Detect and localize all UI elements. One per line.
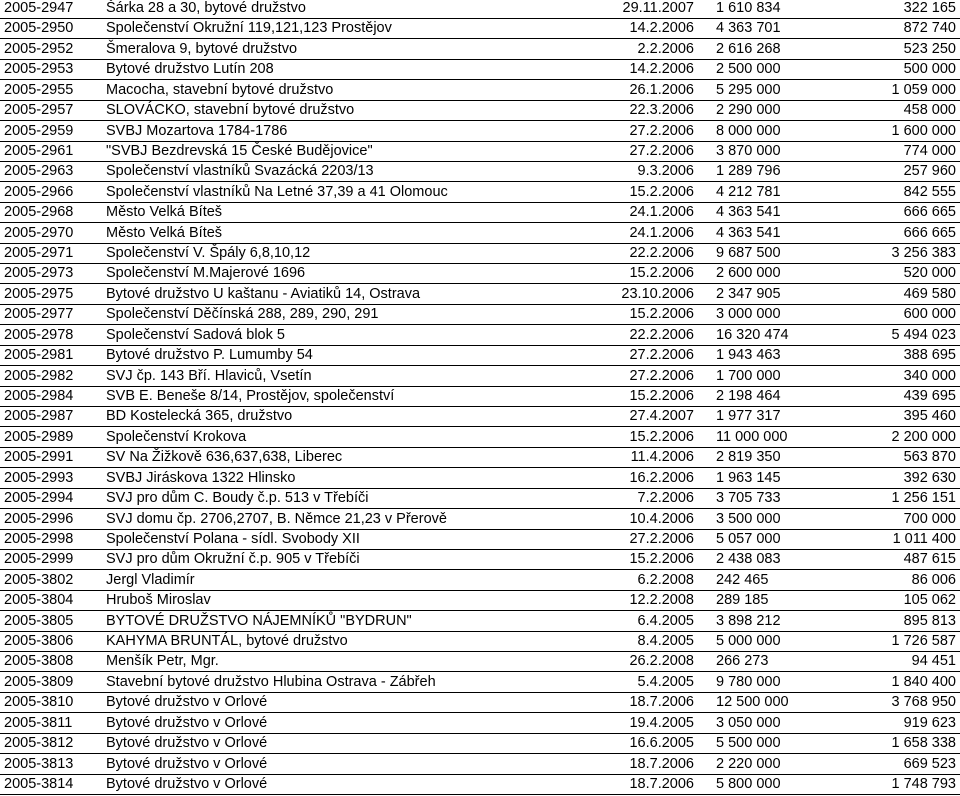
- row-subsidy: 600 000: [903, 306, 956, 323]
- row-amount: 11 000 000: [716, 428, 788, 445]
- row-id: 2005-2998: [4, 530, 74, 547]
- row-id: 2005-2961: [4, 142, 74, 159]
- row-id: 2005-2994: [4, 490, 74, 507]
- table-row: [0, 17, 960, 39]
- row-id: 2005-2993: [4, 469, 74, 486]
- table-row: [0, 589, 960, 611]
- table-row: [0, 753, 960, 775]
- row-subsidy: 458 000: [903, 102, 956, 119]
- row-id: 2005-2987: [4, 408, 74, 425]
- row-name: SV Na Žižkově 636,637,638, Liberec: [106, 449, 343, 466]
- row-date: 15.2.2006: [629, 551, 694, 568]
- row-subsidy: 1 748 793: [891, 775, 956, 792]
- row-amount: 3 898 212: [716, 612, 781, 629]
- row-date: 26.1.2006: [629, 81, 694, 98]
- row-amount: 12 500 000: [716, 694, 789, 711]
- row-subsidy: 2 200 000: [891, 428, 956, 445]
- row-name: Bytové družstvo Lutín 208: [106, 61, 274, 78]
- row-id: 2005-2950: [4, 20, 74, 37]
- table-row: [0, 446, 960, 468]
- row-date: 6.2.2008: [637, 571, 694, 588]
- row-name: Společenství V. Špály 6,8,10,12: [106, 245, 311, 262]
- table-row: [0, 160, 960, 182]
- row-date: 27.2.2006: [629, 142, 694, 159]
- row-date: 27.2.2006: [629, 530, 694, 547]
- row-date: 2.2.2006: [637, 40, 694, 57]
- row-subsidy: 500 000: [903, 61, 956, 78]
- row-subsidy: 1 059 000: [891, 81, 956, 98]
- row-amount: 5 057 000: [716, 530, 781, 547]
- table-row: [0, 691, 960, 713]
- row-id: 2005-2982: [4, 367, 74, 384]
- row-date: 15.2.2006: [629, 428, 694, 445]
- row-name: SVJ pro dům C. Boudy č.p. 513 v Třebíči: [106, 490, 369, 507]
- row-id: 2005-3805: [4, 612, 74, 629]
- row-id: 2005-2984: [4, 387, 74, 404]
- row-subsidy: 322 165: [903, 0, 956, 16]
- table-row: [0, 303, 960, 325]
- row-date: 27.2.2006: [629, 122, 694, 139]
- row-amount: 9 780 000: [716, 673, 781, 690]
- row-subsidy: 439 695: [903, 387, 956, 404]
- row-subsidy: 3 256 383: [891, 245, 956, 262]
- row-id: 2005-3810: [4, 694, 74, 711]
- row-subsidy: 388 695: [903, 347, 956, 364]
- row-id: 2005-3814: [4, 775, 74, 792]
- row-amount: 1 610 834: [716, 0, 781, 16]
- row-name: SVBJ Jiráskova 1322 Hlinsko: [106, 469, 296, 486]
- row-subsidy: 86 006: [911, 571, 956, 588]
- table-row: [0, 630, 960, 652]
- row-name: Společenství Krokova: [106, 428, 247, 445]
- table-row: [0, 405, 960, 427]
- row-amount: 1 289 796: [716, 163, 781, 180]
- row-id: 2005-2968: [4, 204, 74, 221]
- table-row: [0, 650, 960, 672]
- table-row: [0, 344, 960, 366]
- table-row: [0, 508, 960, 530]
- row-name: Bytové družstvo v Orlové: [106, 755, 268, 772]
- table-row: [0, 79, 960, 101]
- row-date: 8.4.2005: [637, 633, 694, 650]
- row-name: SVB E. Beneše 8/14, Prostějov, společenství: [106, 387, 395, 404]
- table-row: [0, 671, 960, 693]
- row-amount: 1 977 317: [716, 408, 781, 425]
- row-name: Společenství vlastníků Na Letné 37,39 a 41 Olomouc: [106, 183, 448, 200]
- table-row: [0, 38, 960, 60]
- row-date: 14.2.2006: [629, 61, 694, 78]
- row-subsidy: 669 523: [903, 755, 956, 772]
- row-name: SLOVÁCKO, stavební bytové družstvo: [106, 102, 355, 119]
- row-subsidy: 774 000: [903, 142, 956, 159]
- row-date: 24.1.2006: [629, 204, 694, 221]
- row-name: SVJ čp. 143 Bří. Hlaviců, Vsetín: [106, 367, 312, 384]
- row-id: 2005-2959: [4, 122, 74, 139]
- row-amount: 3 000 000: [716, 306, 781, 323]
- table-row: [0, 528, 960, 550]
- row-id: 2005-2947: [4, 0, 74, 16]
- row-id: 2005-3813: [4, 755, 74, 772]
- row-date: 24.1.2006: [629, 224, 694, 241]
- row-subsidy: 257 960: [903, 163, 956, 180]
- row-subsidy: 563 870: [903, 449, 956, 466]
- row-amount: 3 050 000: [716, 714, 781, 731]
- row-date: 27.2.2006: [629, 367, 694, 384]
- row-name: Bytové družstvo v Orlové: [106, 775, 268, 792]
- row-date: 7.2.2006: [637, 490, 694, 507]
- row-name: Město Velká Bíteš: [106, 204, 223, 221]
- row-amount: 5 000 000: [716, 633, 781, 650]
- row-id: 2005-2966: [4, 183, 74, 200]
- row-name: SVJ domu čp. 2706,2707, B. Němce 21,23 v Přerově: [106, 510, 447, 527]
- row-date: 27.4.2007: [629, 408, 694, 425]
- row-amount: 8 000 000: [716, 122, 781, 139]
- row-id: 2005-3806: [4, 633, 74, 650]
- row-subsidy: 919 623: [903, 714, 956, 731]
- row-amount: 3 705 733: [716, 490, 781, 507]
- row-subsidy: 5 494 023: [891, 326, 956, 343]
- row-subsidy: 487 615: [903, 551, 956, 568]
- row-name: Hruboš Miroslav: [106, 592, 211, 609]
- table-row: [0, 201, 960, 223]
- row-name: Společenství Děčínská 288, 289, 290, 291: [106, 306, 379, 323]
- table-row: [0, 732, 960, 754]
- table-row: [0, 426, 960, 448]
- row-name: "SVBJ Bezdrevská 15 České Budějovice": [106, 142, 373, 159]
- row-id: 2005-2971: [4, 245, 74, 262]
- row-subsidy: 842 555: [903, 183, 956, 200]
- row-name: Jergl Vladimír: [106, 571, 195, 588]
- row-subsidy: 1 726 587: [891, 633, 956, 650]
- row-id: 2005-3808: [4, 653, 74, 670]
- row-name: Bytové družstvo U kaštanu - Aviatiků 14, Ostrava: [106, 285, 421, 302]
- row-amount: 4 363 541: [716, 204, 781, 221]
- row-amount: 2 347 905: [716, 285, 781, 302]
- row-id: 2005-2957: [4, 102, 74, 119]
- row-date: 5.4.2005: [637, 673, 694, 690]
- table-row: [0, 569, 960, 591]
- row-name: Bytové družstvo v Orlové: [106, 714, 268, 731]
- row-subsidy: 395 460: [903, 408, 956, 425]
- table-row: [0, 140, 960, 162]
- table-row: [0, 58, 960, 80]
- row-name: BYTOVÉ DRUŽSTVO NÁJEMNÍKŮ "BYDRUN": [106, 612, 412, 629]
- row-amount: 2 819 350: [716, 449, 781, 466]
- row-id: 2005-2981: [4, 347, 74, 364]
- row-id: 2005-2973: [4, 265, 74, 282]
- table-row: [0, 467, 960, 489]
- row-date: 14.2.2006: [629, 20, 694, 37]
- row-name: Šárka 28 a 30, bytové družstvo: [106, 0, 306, 16]
- row-date: 23.10.2006: [621, 285, 694, 302]
- row-date: 29.11.2007: [622, 0, 694, 16]
- row-subsidy: 895 813: [903, 612, 956, 629]
- row-date: 18.7.2006: [629, 694, 694, 711]
- row-date: 18.7.2006: [629, 755, 694, 772]
- row-date: 9.3.2006: [637, 163, 694, 180]
- row-date: 15.2.2006: [629, 306, 694, 323]
- row-subsidy: 520 000: [903, 265, 956, 282]
- row-amount: 5 800 000: [716, 775, 781, 792]
- row-date: 12.2.2008: [629, 592, 694, 609]
- row-id: 2005-2963: [4, 163, 74, 180]
- row-amount: 2 290 000: [716, 102, 781, 119]
- row-date: 16.6.2005: [629, 735, 694, 752]
- row-date: 10.4.2006: [629, 510, 694, 527]
- row-amount: 2 600 000: [716, 265, 781, 282]
- row-name: Bytové družstvo v Orlové: [106, 735, 268, 752]
- row-name: Společenství Sadová blok 5: [106, 326, 285, 343]
- row-date: 22.2.2006: [629, 326, 694, 343]
- row-subsidy: 700 000: [903, 510, 956, 527]
- row-subsidy: 523 250: [903, 40, 956, 57]
- row-amount: 16 320 474: [716, 326, 789, 343]
- row-amount: 5 500 000: [716, 735, 781, 752]
- row-date: 16.2.2006: [629, 469, 694, 486]
- row-id: 2005-2975: [4, 285, 74, 302]
- row-id: 2005-2970: [4, 224, 74, 241]
- row-amount: 2 198 464: [716, 387, 781, 404]
- row-id: 2005-2952: [4, 40, 74, 57]
- table-row: [0, 242, 960, 264]
- row-date: 15.2.2006: [629, 387, 694, 404]
- row-amount: 3 500 000: [716, 510, 781, 527]
- row-name: Macocha, stavební bytové družstvo: [106, 81, 334, 98]
- row-subsidy: 666 665: [903, 204, 956, 221]
- row-id: 2005-2999: [4, 551, 74, 568]
- row-subsidy: 469 580: [903, 285, 956, 302]
- row-date: 15.2.2006: [629, 265, 694, 282]
- row-amount: 266 273: [716, 653, 769, 670]
- row-name: Bytové družstvo P. Lumumby 54: [106, 347, 313, 364]
- row-date: 27.2.2006: [629, 347, 694, 364]
- row-id: 2005-2955: [4, 81, 74, 98]
- table-row: [0, 712, 960, 734]
- row-name: Stavební bytové družstvo Hlubina Ostrava - Zábřeh: [106, 673, 436, 690]
- row-id: 2005-2953: [4, 61, 74, 78]
- row-amount: 1 700 000: [716, 367, 781, 384]
- row-subsidy: 1 600 000: [891, 122, 956, 139]
- row-name: SVBJ Mozartova 1784-1786: [106, 122, 288, 139]
- row-id: 2005-3811: [4, 714, 73, 731]
- row-amount: 9 687 500: [716, 245, 781, 262]
- table-row: [0, 222, 960, 244]
- row-subsidy: 1 658 338: [891, 735, 956, 752]
- row-subsidy: 1 840 400: [891, 673, 956, 690]
- row-amount: 1 963 145: [716, 469, 781, 486]
- row-id: 2005-2977: [4, 306, 74, 323]
- table-row: [0, 120, 960, 142]
- table-row: [0, 181, 960, 203]
- row-name: Společenství Okružní 119,121,123 Prostějov: [106, 20, 392, 37]
- row-subsidy: 340 000: [903, 367, 956, 384]
- row-date: 11.4.2006: [630, 449, 694, 466]
- row-amount: 2 220 000: [716, 755, 781, 772]
- table-row: [0, 283, 960, 305]
- row-subsidy: 872 740: [903, 20, 956, 37]
- table-row: [0, 0, 960, 19]
- row-id: 2005-3809: [4, 673, 74, 690]
- table-row: [0, 385, 960, 407]
- table-row: [0, 365, 960, 387]
- row-id: 2005-3804: [4, 592, 74, 609]
- table-row: [0, 262, 960, 284]
- row-name: BD Kostelecká 365, družstvo: [106, 408, 293, 425]
- row-amount: 242 465: [716, 571, 769, 588]
- row-subsidy: 3 768 950: [891, 694, 956, 711]
- row-date: 22.3.2006: [629, 102, 694, 119]
- row-subsidy: 392 630: [903, 469, 956, 486]
- row-amount: 4 363 701: [716, 20, 781, 37]
- table-row: [0, 610, 960, 632]
- table-row: [0, 548, 960, 570]
- row-date: 26.2.2008: [629, 653, 694, 670]
- row-name: Šmeralova 9, bytové družstvo: [106, 40, 298, 57]
- row-name: Menšík Petr, Mgr.: [106, 653, 219, 670]
- table-row: [0, 487, 960, 509]
- row-id: 2005-3802: [4, 571, 74, 588]
- row-date: 18.7.2006: [629, 775, 694, 792]
- row-date: 15.2.2006: [629, 183, 694, 200]
- row-id: 2005-2978: [4, 326, 74, 343]
- row-name: Společenství M.Majerové 1696: [106, 265, 306, 282]
- row-amount: 2 500 000: [716, 61, 781, 78]
- row-amount: 3 870 000: [716, 142, 781, 159]
- row-id: 2005-2991: [4, 449, 74, 466]
- table-row: [0, 773, 960, 795]
- row-name: Společenství vlastníků Svazácká 2203/13: [106, 163, 374, 180]
- row-amount: 289 185: [716, 592, 769, 609]
- row-name: Bytové družstvo v Orlové: [106, 694, 268, 711]
- row-id: 2005-3812: [4, 735, 74, 752]
- row-id: 2005-2989: [4, 428, 74, 445]
- row-subsidy: 666 665: [903, 224, 956, 241]
- row-amount: 2 616 268: [716, 40, 781, 57]
- row-amount: 4 212 781: [716, 183, 781, 200]
- row-amount: 4 363 541: [716, 224, 781, 241]
- table-row: [0, 324, 960, 346]
- row-subsidy: 94 451: [911, 653, 956, 670]
- row-subsidy: 1 256 151: [891, 490, 956, 507]
- row-date: 22.2.2006: [629, 245, 694, 262]
- row-date: 6.4.2005: [637, 612, 694, 629]
- row-name: SVJ pro dům Okružní č.p. 905 v Třebíči: [106, 551, 360, 568]
- row-amount: 1 943 463: [716, 347, 781, 364]
- row-subsidy: 105 062: [903, 592, 956, 609]
- row-subsidy: 1 011 400: [892, 530, 956, 547]
- row-amount: 5 295 000: [716, 81, 781, 98]
- row-name: KAHYMA BRUNTÁL, bytové družstvo: [106, 633, 348, 650]
- table-row: [0, 99, 960, 121]
- row-date: 19.4.2005: [629, 714, 694, 731]
- row-amount: 2 438 083: [716, 551, 781, 568]
- row-id: 2005-2996: [4, 510, 74, 527]
- row-name: Společenství Polana - sídl. Svobody XII: [106, 530, 360, 547]
- row-name: Město Velká Bíteš: [106, 224, 223, 241]
